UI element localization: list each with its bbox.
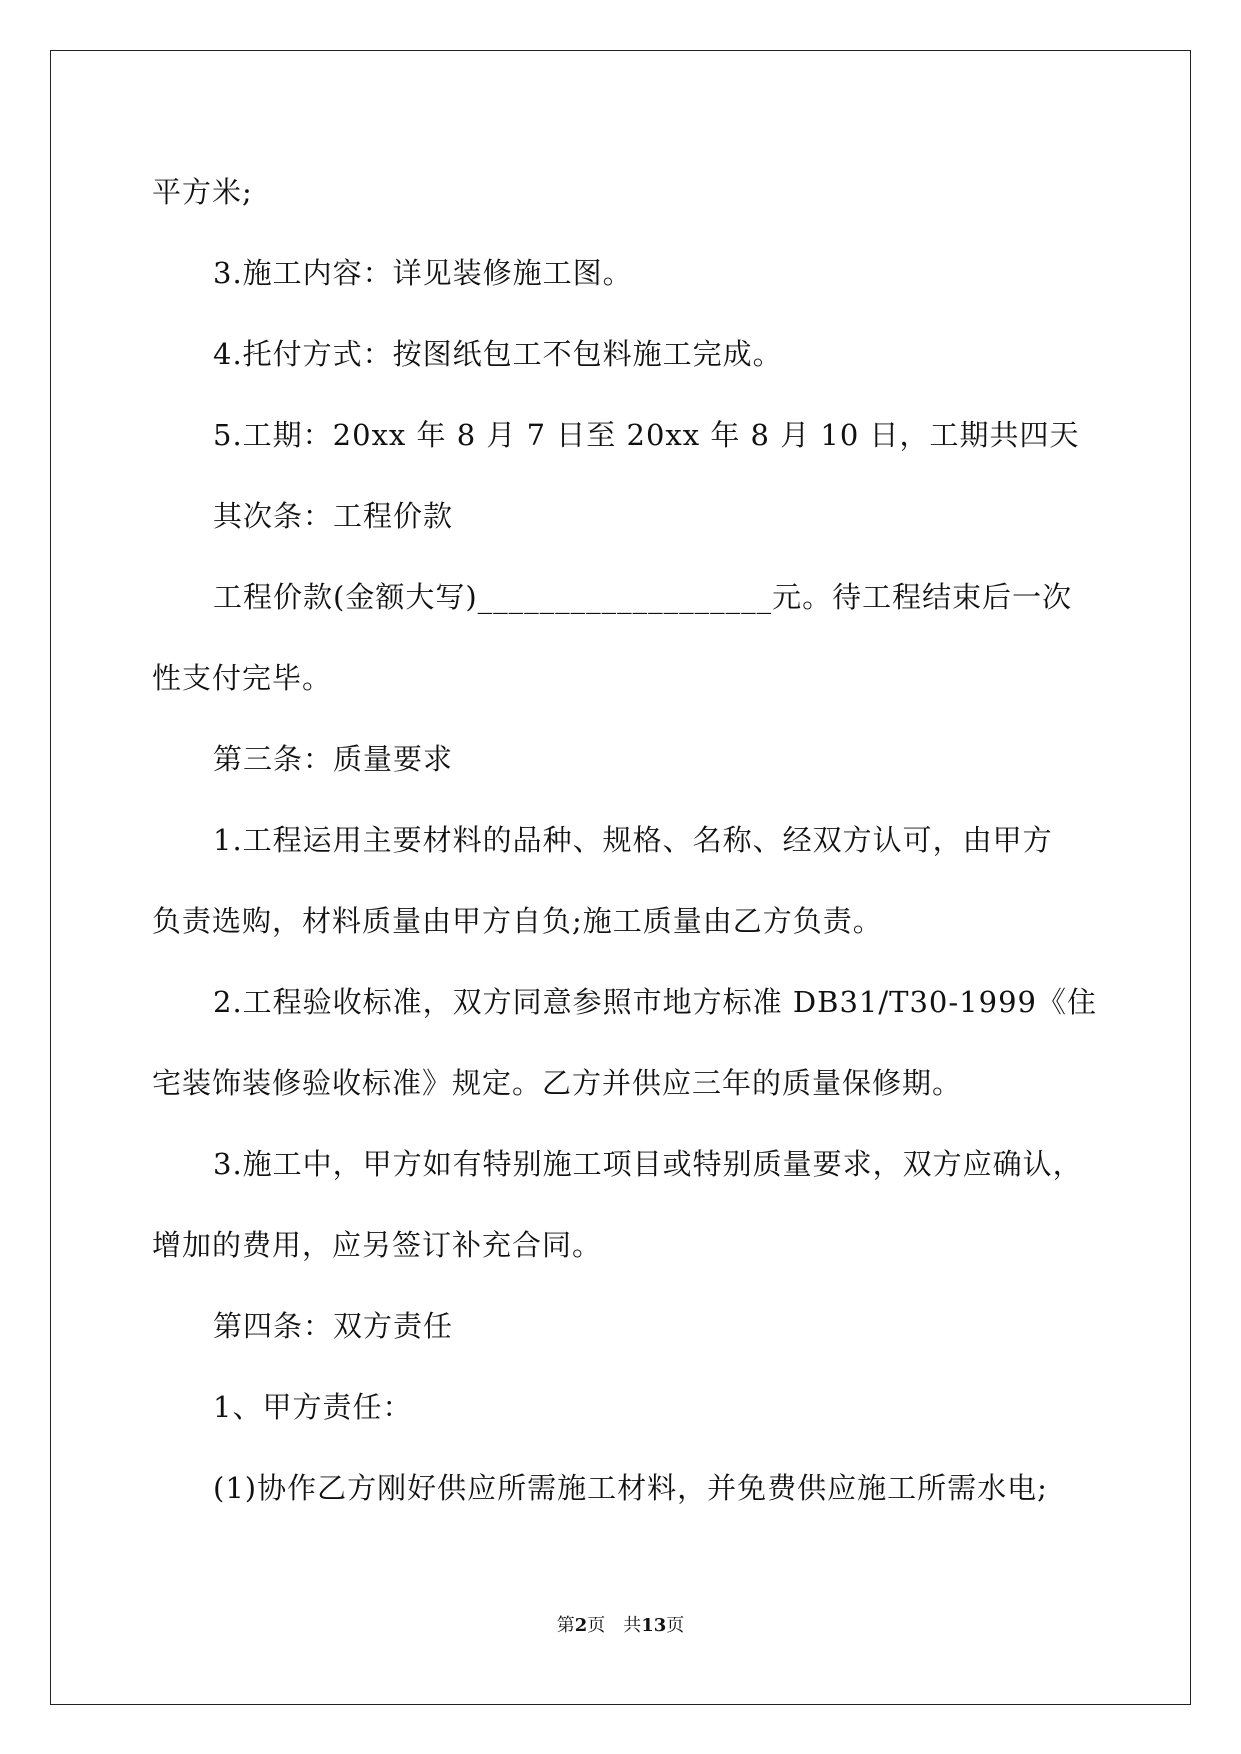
body-line-1: 平方米; xyxy=(152,175,253,209)
footer-mid: 页 共 xyxy=(587,1615,642,1636)
body-line-3: 4.托付方式：按图纸包工不包料施工完成。 xyxy=(213,337,783,371)
body-line-6: 工程价款(金额大写)___________________元。待工程结束后一次 xyxy=(213,580,1073,614)
footer-suffix: 页 xyxy=(666,1615,685,1636)
page-footer xyxy=(0,1614,1241,1638)
body-line-14: 增加的费用，应另签订补充合同。 xyxy=(152,1228,603,1262)
page-border xyxy=(50,50,1191,1705)
body-line-17: (1)协作乙方刚好供应所需施工材料，并免费供应施工所需水电; xyxy=(213,1471,1048,1505)
body-line-4: 5.工期：20xx 年 8 月 7 日至 20xx 年 8 月 10 日，工期共四天 xyxy=(213,418,1080,452)
section-heading-3: 第三条：质量要求 xyxy=(213,742,454,776)
footer-total-pages: 13 xyxy=(641,1615,667,1636)
footer-prefix: 第 xyxy=(556,1615,575,1636)
footer-current-page: 2 xyxy=(574,1615,588,1636)
section-heading-4: 第四条：双方责任 xyxy=(213,1309,454,1343)
body-line-11: 2.工程验收标准，双方同意参照市地方标准 DB31/T30-1999《住 xyxy=(213,985,1097,1019)
body-line-2: 3.施工内容：详见装修施工图。 xyxy=(213,256,633,290)
body-line-7: 性支付完毕。 xyxy=(152,661,333,695)
section-heading-2: 其次条：工程价款 xyxy=(213,499,454,533)
body-line-10: 负责选购，材料质量由甲方自负;施工质量由乙方负责。 xyxy=(152,904,883,938)
body-line-16: 1、甲方责任： xyxy=(213,1390,413,1424)
body-line-13: 3.施工中，甲方如有特别施工项目或特别质量要求，双方应确认， xyxy=(213,1147,1083,1181)
body-line-9: 1.工程运用主要材料的品种、规格、名称、经双方认可，由甲方 xyxy=(213,823,1053,857)
body-line-12: 宅装饰装修验收标准》规定。乙方并供应三年的质量保修期。 xyxy=(152,1066,963,1100)
